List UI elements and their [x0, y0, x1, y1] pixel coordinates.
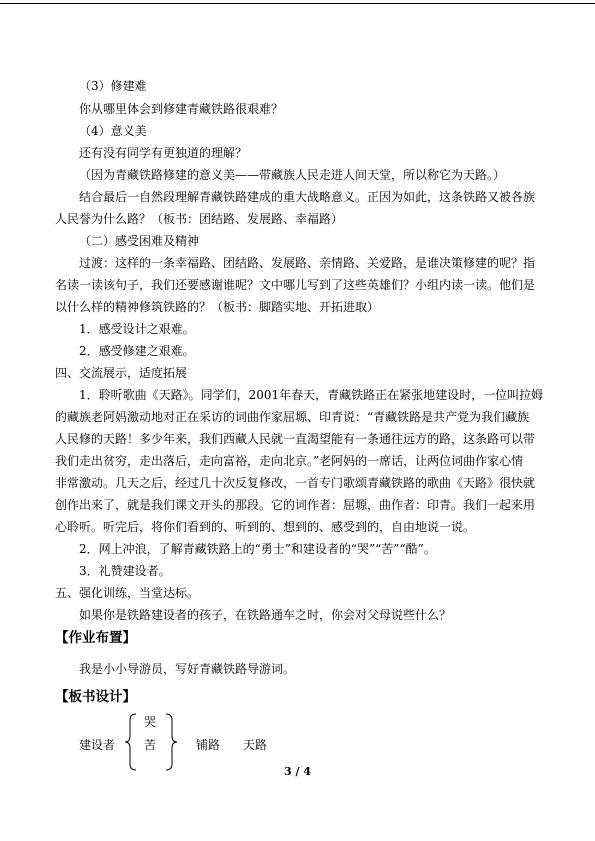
- text-line: 还有没有同学有更独道的理解？: [79, 146, 248, 160]
- text-line: 非常激动。几天之后，经过几十次反复修改，一首专门歌颂青藏铁路的歌曲《天路》很快就: [55, 476, 536, 490]
- text-line: 你从哪里体会到修建青藏铁路很艰难？: [79, 102, 284, 116]
- text-line: （4）意义美: [79, 124, 147, 138]
- text-line: （3）修建难: [79, 79, 147, 93]
- right-brace-icon: [164, 712, 178, 772]
- text-line: 结合最后一自然段理解青藏铁路建成的重大战略意义。正因为如此，这条铁路又被各族: [79, 190, 536, 204]
- text-line: 3．礼赞建设者。: [79, 564, 171, 578]
- text-line: 过渡：这样的一条幸福路、团结路、发展路、亲情路、关爱路，是谁决策修建的呢？指: [79, 256, 536, 270]
- text-line: 我们走出贫穷，走出落后，走向富裕，走向北京。”老阿妈的一席话，让两位词曲作家心情: [55, 454, 524, 468]
- text-line: 名读一读该句子，我们还要感谢谁呢？文中哪儿写到了这些英雄们？小组内读一读。他们是: [55, 278, 536, 292]
- text-line: 人民修的天路！多少年来，我们西藏人民就一直渴望能有一条通往远方的路，这条路可以带: [55, 432, 536, 446]
- text-line: 2．网上冲浪，了解青藏铁路上的“勇士”和建设者的“哭”“苦”“酷”。: [79, 542, 436, 556]
- text-line: （因为青藏铁路修建的意义美——带藏族人民走进人间天堂，所以称它为天路。）: [79, 168, 506, 182]
- board-right-word-2: 天路: [243, 738, 268, 752]
- board-left-label: 建设者: [79, 738, 116, 752]
- board-heading: 【板书设计】: [55, 689, 136, 705]
- homework-text: 我是小小导游员，写好青藏铁路导游词。: [79, 662, 296, 676]
- text-line: 如果你是铁路建设者的孩子，在铁路通车之时，你会对父母说些什么？: [79, 608, 452, 622]
- text-line: 的藏族老阿妈激动地对正在采访的词曲作家屈塬、印青说：“青藏铁路是共产党为我们藏族: [55, 410, 530, 424]
- board-mid-word: 苦: [144, 738, 157, 752]
- text-line: 1．感受设计之艰难。: [79, 322, 195, 336]
- board-right-word-1: 铺路: [196, 738, 221, 752]
- header-rule: [0, 3, 595, 4]
- page-number: 3 / 4: [284, 765, 311, 778]
- text-line: 人民誉为什么路？（板书：团结路、发展路、幸福路）: [55, 212, 344, 226]
- text-line: 2．感受修建之艰难。: [79, 344, 195, 358]
- text-line: 以什么样的精神修筑铁路的？（板书：脚踏实地、开拓进取）: [55, 300, 380, 314]
- section-heading: 四、交流展示，适度拓展: [55, 366, 188, 380]
- left-brace-icon: [124, 712, 138, 772]
- text-line: 心聆听。听完后，将你们看到的、听到的、想到的、感受到的，自由地说一说。: [55, 520, 476, 534]
- text-line: 创作出来了，就是我们课文开头的那段。它的词作者：屈塬，曲作者：印青。我们一起来用: [55, 498, 536, 512]
- text-line: （二）感受困难及精神: [79, 234, 200, 248]
- text-line: 1．聆听歌曲《天路》。同学们，2001年春天，青藏铁路正在紧张地建设时，一位叫拉姆: [79, 388, 544, 402]
- board-top-word: 哭: [144, 715, 157, 729]
- homework-heading: 【作业布置】: [55, 630, 136, 646]
- section-heading: 五、强化训练，当堂达标。: [55, 586, 200, 600]
